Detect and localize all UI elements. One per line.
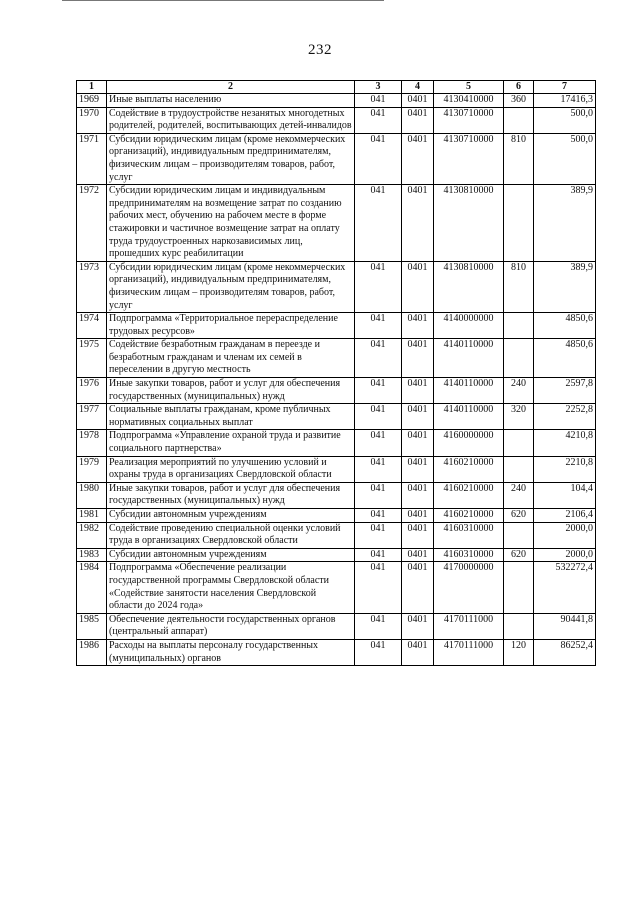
cell-name: Субсидии юридическим лицам и индивидуальным предпринимателям на возмещение затрат по созданию рабочих мест, обучению на рабочем месте в форме стажировки и частичное возмещение затрат на оплату труда трудоустроенных наркозависимых лиц, прошедших курс реабилитации [107, 185, 355, 262]
cell-amount: 2000,0 [534, 522, 596, 548]
cell-c5: 4140110000 [434, 404, 504, 430]
cell-c4: 0401 [402, 562, 434, 613]
cell-c4: 0401 [402, 261, 434, 312]
cell-c3: 041 [355, 133, 402, 184]
cell-name: Иные выплаты населению [107, 94, 355, 108]
cell-c4: 0401 [402, 522, 434, 548]
cell-num: 1974 [77, 313, 107, 339]
cell-name: Содействие безработным гражданам в переезде и безработным гражданам и членам их семей в переселении в другую местность [107, 339, 355, 378]
cell-c3: 041 [355, 339, 402, 378]
cell-c3: 041 [355, 404, 402, 430]
cell-c4: 0401 [402, 456, 434, 482]
cell-c6: 360 [504, 94, 534, 108]
cell-c4: 0401 [402, 548, 434, 562]
table-row [77, 639, 596, 665]
table-row [77, 404, 596, 430]
cell-name: Иные закупки товаров, работ и услуг для обеспечения государственных (муниципальных) нужд [107, 378, 355, 404]
cell-name: Субсидии автономным учреждениям [107, 509, 355, 523]
cell-c6 [504, 522, 534, 548]
cell-c4: 0401 [402, 107, 434, 133]
table-row [77, 482, 596, 508]
cell-c5: 4160210000 [434, 456, 504, 482]
cell-c4: 0401 [402, 404, 434, 430]
cell-name: Иные закупки товаров, работ и услуг для обеспечения государственных (муниципальных) нужд [107, 482, 355, 508]
cell-c3: 041 [355, 456, 402, 482]
cell-c4: 0401 [402, 339, 434, 378]
cell-amount: 500,0 [534, 107, 596, 133]
cell-c3: 041 [355, 509, 402, 523]
budget-table [76, 80, 596, 666]
cell-c5: 4170000000 [434, 562, 504, 613]
cell-amount: 389,9 [534, 185, 596, 262]
cell-c6: 620 [504, 548, 534, 562]
cell-c3: 041 [355, 522, 402, 548]
cell-amount: 86252,4 [534, 639, 596, 665]
cell-c3: 041 [355, 639, 402, 665]
cell-amount: 2106,4 [534, 509, 596, 523]
cell-c4: 0401 [402, 313, 434, 339]
cell-num: 1980 [77, 482, 107, 508]
cell-name: Подпрограмма «Обеспечение реализации государственной программы Свердловской области «Содействие занятости населения Свердловской области до 2024 года» [107, 562, 355, 613]
cell-c4: 0401 [402, 639, 434, 665]
cell-c6: 240 [504, 482, 534, 508]
column-header: 4 [402, 81, 434, 94]
cell-num: 1972 [77, 185, 107, 262]
cell-c5: 4130710000 [434, 133, 504, 184]
column-header: 1 [77, 81, 107, 94]
cell-name: Субсидии автономным учреждениям [107, 548, 355, 562]
cell-c5: 4160210000 [434, 509, 504, 523]
column-header: 3 [355, 81, 402, 94]
column-header: 2 [107, 81, 355, 94]
cell-c6 [504, 185, 534, 262]
table-row [77, 522, 596, 548]
cell-num: 1985 [77, 613, 107, 639]
cell-c6: 120 [504, 639, 534, 665]
cell-num: 1978 [77, 430, 107, 456]
table-row [77, 107, 596, 133]
cell-amount: 2252,8 [534, 404, 596, 430]
cell-c4: 0401 [402, 430, 434, 456]
cell-c3: 041 [355, 261, 402, 312]
cell-c5: 4130410000 [434, 94, 504, 108]
table-row [77, 456, 596, 482]
cell-amount: 2210,8 [534, 456, 596, 482]
table-row [77, 339, 596, 378]
cell-num: 1977 [77, 404, 107, 430]
page-number: 232 [308, 42, 332, 58]
table-row [77, 185, 596, 262]
cell-c3: 041 [355, 562, 402, 613]
cell-amount: 389,9 [534, 261, 596, 312]
cell-num: 1971 [77, 133, 107, 184]
table-row [77, 133, 596, 184]
cell-c6 [504, 107, 534, 133]
cell-c5: 4140000000 [434, 313, 504, 339]
cell-c6: 320 [504, 404, 534, 430]
cell-c5: 4130710000 [434, 107, 504, 133]
cell-c5: 4130810000 [434, 261, 504, 312]
cell-c5: 4130810000 [434, 185, 504, 262]
cell-c3: 041 [355, 185, 402, 262]
cell-name: Субсидии юридическим лицам (кроме некоммерческих организаций), индивидуальным предпринимателям, физическим лицам – производителям товаров, работ, услуг [107, 261, 355, 312]
cell-amount: 2000,0 [534, 548, 596, 562]
column-header: 6 [504, 81, 534, 94]
cell-name: Субсидии юридическим лицам (кроме некоммерческих организаций), индивидуальным предпринимателям, физическим лицам – производителям товаров, работ, услуг [107, 133, 355, 184]
cell-num: 1970 [77, 107, 107, 133]
cell-amount: 17416,3 [534, 94, 596, 108]
column-header: 5 [434, 81, 504, 94]
cell-c6: 240 [504, 378, 534, 404]
cell-num: 1979 [77, 456, 107, 482]
cell-name: Социальные выплаты гражданам, кроме публичных нормативных социальных выплат [107, 404, 355, 430]
table-row [77, 562, 596, 613]
cell-c3: 041 [355, 94, 402, 108]
cell-c6 [504, 430, 534, 456]
header-row [77, 81, 596, 94]
cell-c3: 041 [355, 107, 402, 133]
cell-num: 1981 [77, 509, 107, 523]
cell-c4: 0401 [402, 509, 434, 523]
table-row [77, 613, 596, 639]
cell-name: Подпрограмма «Управление охраной труда и развитие социального партнерства» [107, 430, 355, 456]
cell-c3: 041 [355, 378, 402, 404]
cell-c5: 4170111000 [434, 613, 504, 639]
cell-c6 [504, 613, 534, 639]
cell-num: 1973 [77, 261, 107, 312]
cell-c5: 4160000000 [434, 430, 504, 456]
cell-c4: 0401 [402, 482, 434, 508]
cell-amount: 4210,8 [534, 430, 596, 456]
cell-c4: 0401 [402, 378, 434, 404]
cell-name: Реализация мероприятий по улучшению условий и охраны труда в организациях Свердловской области [107, 456, 355, 482]
table-row [77, 94, 596, 108]
cell-name: Расходы на выплаты персоналу государственных (муниципальных) органов [107, 639, 355, 665]
cell-c3: 041 [355, 430, 402, 456]
cell-c5: 4160310000 [434, 522, 504, 548]
cell-amount: 500,0 [534, 133, 596, 184]
cell-amount: 4850,6 [534, 313, 596, 339]
cell-amount: 2597,8 [534, 378, 596, 404]
cell-c5: 4160210000 [434, 482, 504, 508]
cell-c6: 810 [504, 261, 534, 312]
cell-num: 1986 [77, 639, 107, 665]
cell-name: Содействие в трудоустройстве незанятых многодетных родителей, родителей, воспитывающих детей-инвалидов [107, 107, 355, 133]
cell-c3: 041 [355, 313, 402, 339]
cell-amount: 90441,8 [534, 613, 596, 639]
cell-num: 1976 [77, 378, 107, 404]
cell-amount: 4850,6 [534, 339, 596, 378]
cell-c6: 810 [504, 133, 534, 184]
cell-num: 1975 [77, 339, 107, 378]
cell-c3: 041 [355, 613, 402, 639]
cell-c5: 4140110000 [434, 339, 504, 378]
cell-c6 [504, 456, 534, 482]
table-row [77, 430, 596, 456]
column-header: 7 [534, 81, 596, 94]
cell-c6: 620 [504, 509, 534, 523]
cell-c3: 041 [355, 482, 402, 508]
cell-c4: 0401 [402, 613, 434, 639]
cell-c5: 4160310000 [434, 548, 504, 562]
cell-c6 [504, 313, 534, 339]
cell-num: 1983 [77, 548, 107, 562]
table-row [77, 378, 596, 404]
cell-c4: 0401 [402, 185, 434, 262]
cell-name: Подпрограмма «Территориальное перераспределение трудовых ресурсов» [107, 313, 355, 339]
table-row [77, 261, 596, 312]
cell-name: Содействие проведению специальной оценки условий труда в организациях Свердловской области [107, 522, 355, 548]
cell-c4: 0401 [402, 133, 434, 184]
cell-c5: 4170111000 [434, 639, 504, 665]
cell-amount: 532272,4 [534, 562, 596, 613]
table-row [77, 509, 596, 523]
scan-edge-line [62, 0, 384, 1]
cell-num: 1982 [77, 522, 107, 548]
cell-num: 1969 [77, 94, 107, 108]
cell-num: 1984 [77, 562, 107, 613]
cell-c6 [504, 562, 534, 613]
table-row [77, 313, 596, 339]
cell-c4: 0401 [402, 94, 434, 108]
cell-amount: 104,4 [534, 482, 596, 508]
cell-c5: 4140110000 [434, 378, 504, 404]
cell-c3: 041 [355, 548, 402, 562]
cell-c6 [504, 339, 534, 378]
cell-name: Обеспечение деятельности государственных органов (центральный аппарат) [107, 613, 355, 639]
table-row [77, 548, 596, 562]
